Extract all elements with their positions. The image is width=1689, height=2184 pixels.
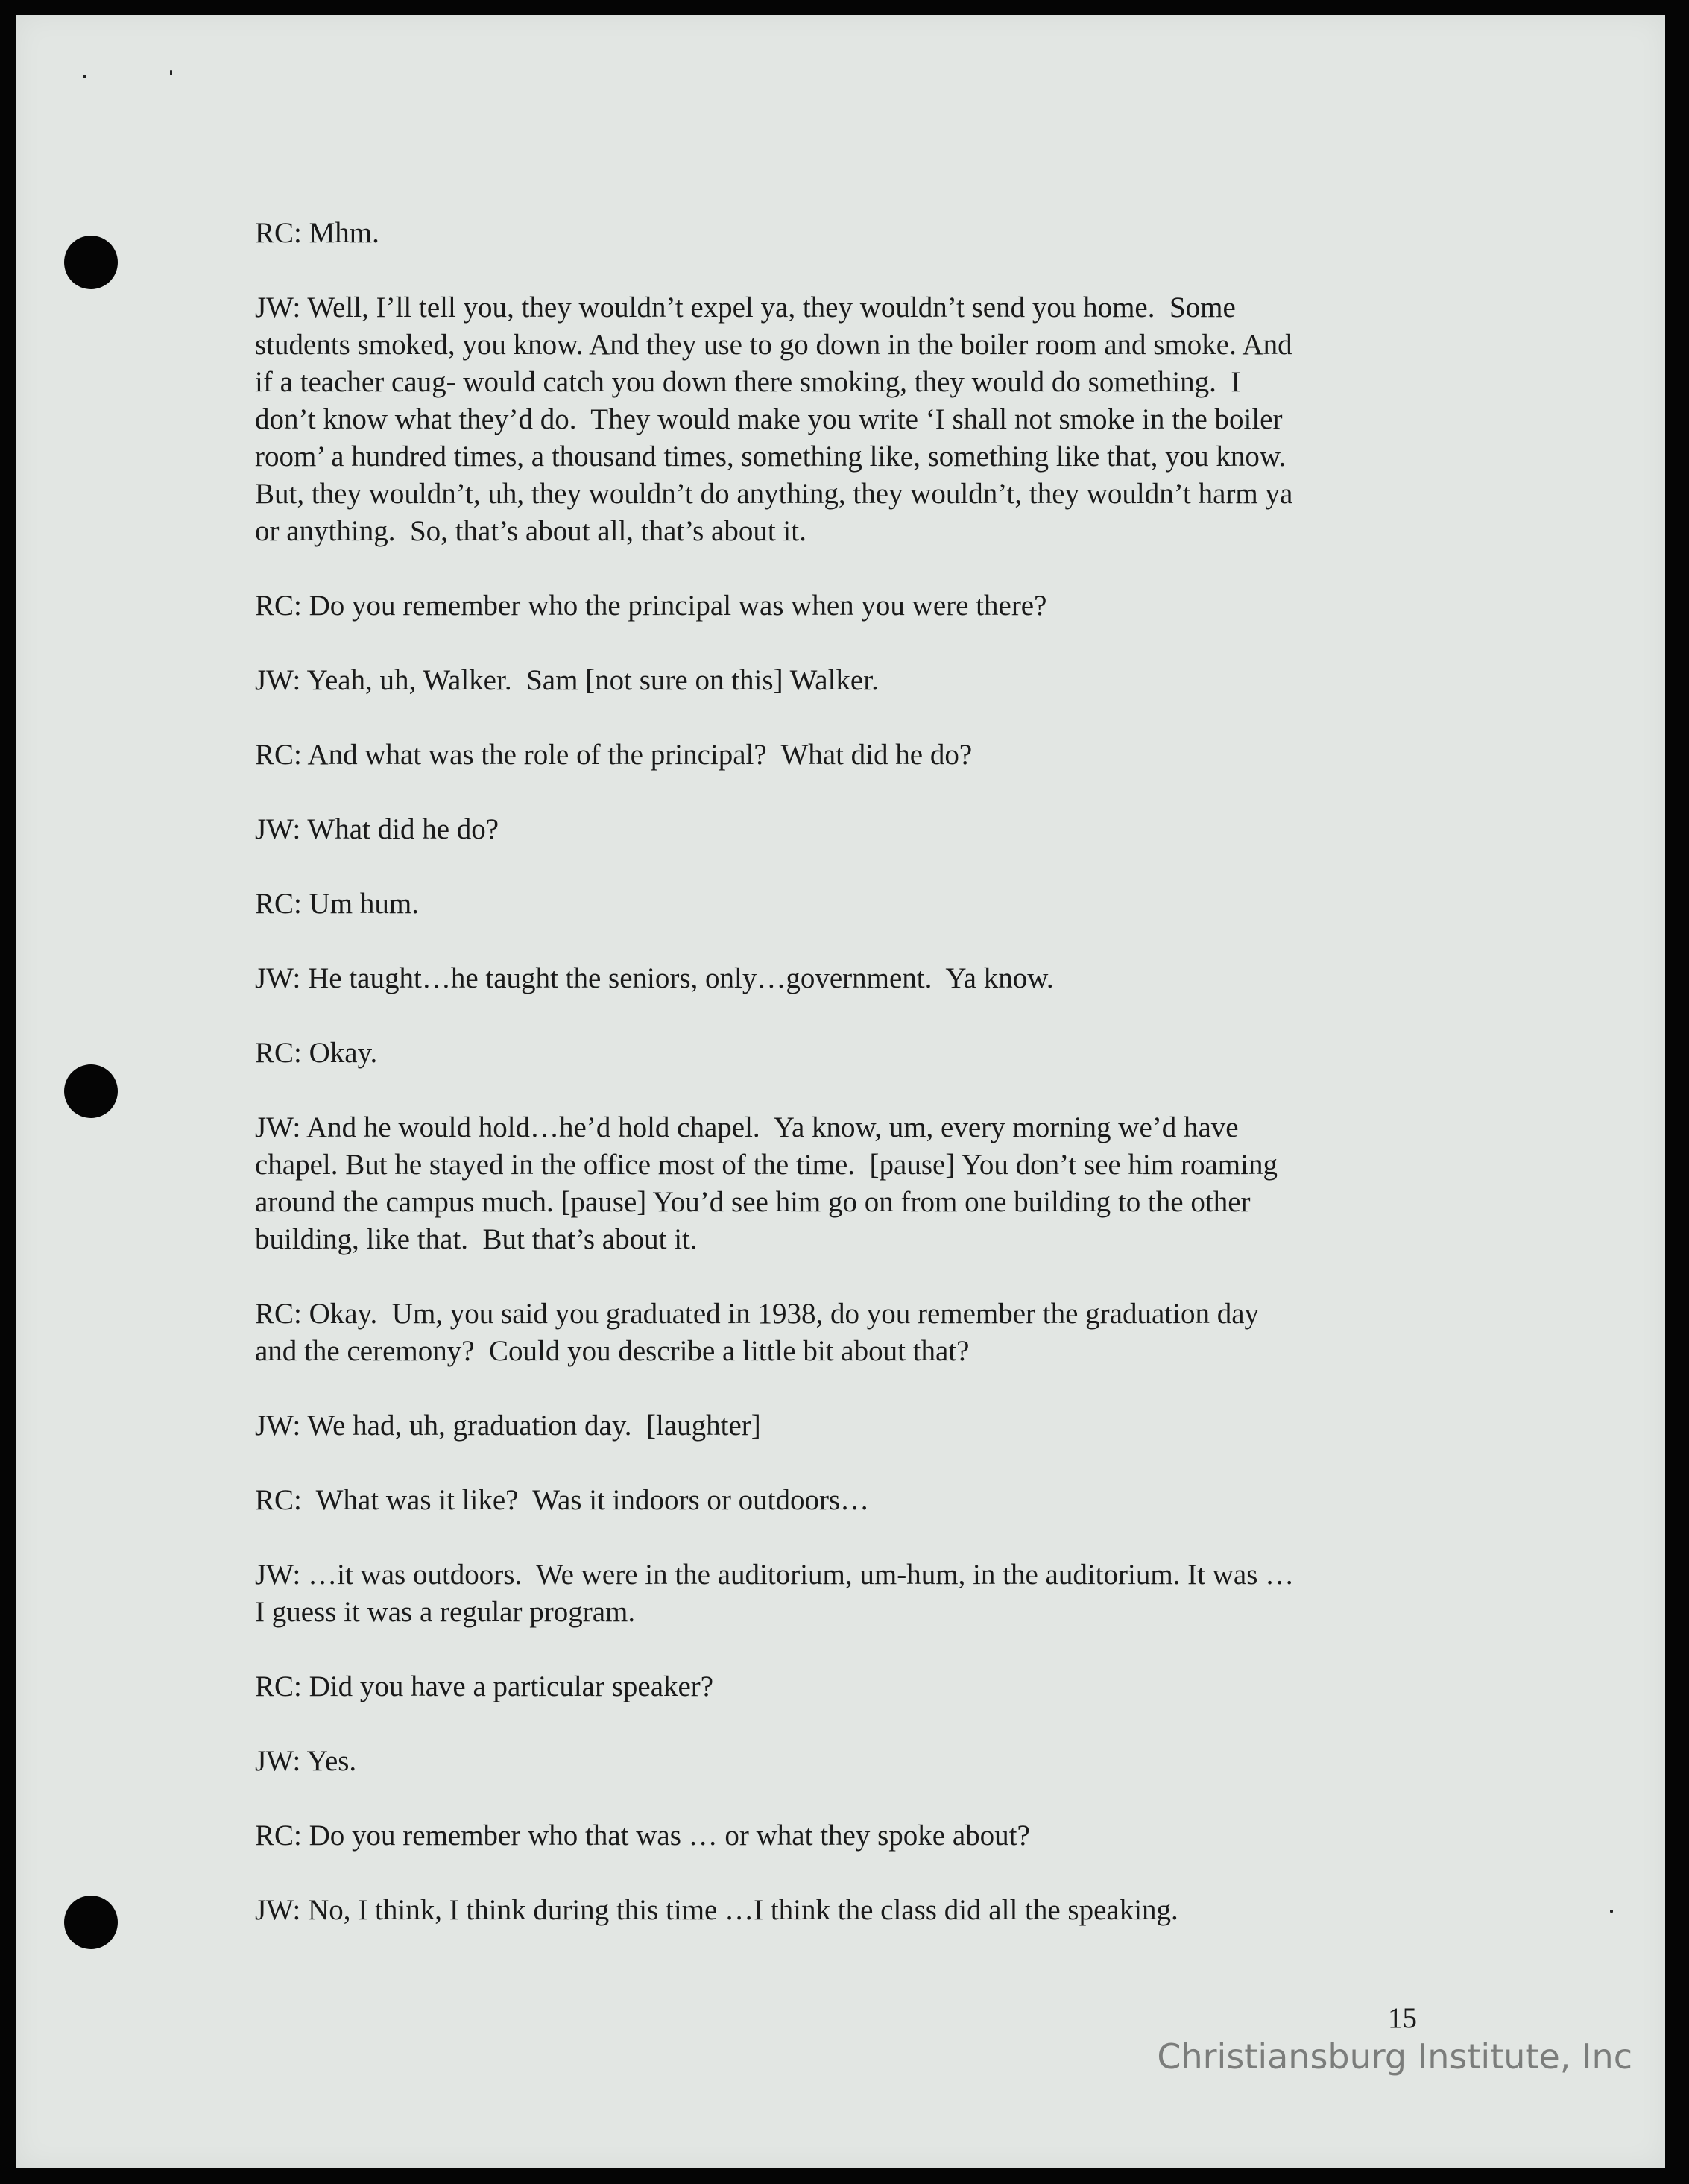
transcript-line: JW: Yeah, uh, Walker. Sam [not sure on this] Walker. (255, 664, 879, 696)
transcript-line: JW: …it was outdoors. We were in the auditorium, um-hum, in the auditorium. It was … (255, 1559, 1295, 1591)
transcript-paragraph (255, 1295, 1448, 1370)
transcript-line: RC: Do you remember who the principal was when you were there? (255, 590, 1047, 622)
transcript-paragraph (255, 1407, 1448, 1445)
transcript-line: But, they wouldn’t, uh, they wouldn’t do anything, they wouldn’t, they wouldn’t harm ya (255, 478, 1293, 510)
transcript-paragraph (255, 1556, 1448, 1631)
transcript-line: JW: We had, uh, graduation day. [laughter] (255, 1410, 761, 1442)
transcript-paragraph (255, 1743, 1448, 1780)
transcript-line: building, like that. But that’s about it. (255, 1223, 698, 1255)
transcript-line: RC: Do you remember who that was … or what they spoke about? (255, 1820, 1030, 1852)
transcript-line: students smoked, you know. And they use to go down in the boiler room and smoke. And (255, 329, 1292, 361)
watermark-text: Christiansburg Institute, Inc (1157, 2036, 1632, 2077)
paper-speck (170, 70, 172, 75)
transcript-line: JW: He taught…he taught the seniors, only…government. Ya know. (255, 962, 1054, 994)
transcript-paragraph (255, 662, 1448, 699)
transcript-line: RC: And what was the role of the principal? What did he do? (255, 739, 973, 771)
transcript-paragraph (255, 1668, 1448, 1705)
transcript-line: RC: Okay. (255, 1037, 378, 1069)
transcript-paragraph (255, 1482, 1448, 1519)
binder-hole-middle (64, 1064, 118, 1118)
transcript-paragraph (255, 289, 1448, 550)
transcript-line: RC: Did you have a particular speaker? (255, 1670, 714, 1702)
transcript-paragraph (255, 215, 1448, 252)
document-page (16, 15, 1665, 2168)
transcript-paragraph (255, 587, 1448, 625)
transcript-line: RC: Okay. Um, you said you graduated in 1938, do you remember the graduation day (255, 1298, 1260, 1330)
transcript-paragraph (255, 1035, 1448, 1072)
transcript-paragraph (255, 736, 1448, 774)
paper-speck (83, 75, 86, 78)
transcript-line: JW: No, I think, I think during this time …I think the class did all the speaking. (255, 1894, 1178, 1926)
transcript-line: and the ceremony? Could you describe a little bit about that? (255, 1335, 970, 1367)
transcript-line: JW: Yes. (255, 1745, 357, 1777)
paper-speck (1610, 1910, 1613, 1913)
transcript-line: JW: And he would hold…he’d hold chapel. Ya know, um, every morning we’d have (255, 1111, 1239, 1143)
transcript-line: or anything. So, that’s about all, that’s about it. (255, 515, 806, 547)
transcript-line: room’ a hundred times, a thousand times, something like, something like that, you know. (255, 441, 1287, 473)
page-number: 15 (1388, 2002, 1417, 2034)
transcript-line: JW: What did he do? (255, 813, 499, 845)
transcript-paragraph (255, 1892, 1448, 1929)
interview-transcript (255, 215, 1448, 1966)
transcript-line: RC: Mhm. (255, 217, 379, 249)
transcript-line: I guess it was a regular program. (255, 1596, 636, 1628)
transcript-paragraph (255, 1817, 1448, 1855)
transcript-line: RC: What was it like? Was it indoors or outdoors… (255, 1484, 870, 1516)
binder-hole-bottom (64, 1896, 118, 1949)
transcript-line: around the campus much. [pause] You’d see him go on from one building to the other (255, 1186, 1251, 1218)
transcript-paragraph (255, 811, 1448, 848)
transcript-line: don’t know what they’d do. They would make you write ‘I shall not smoke in the boiler (255, 403, 1283, 435)
transcript-paragraph (255, 886, 1448, 923)
transcript-line: chapel. But he stayed in the office most of the time. [pause] You don’t see him roaming (255, 1149, 1278, 1181)
binder-hole-top (64, 236, 118, 289)
transcript-paragraph (255, 1109, 1448, 1258)
transcript-paragraph (255, 960, 1448, 997)
transcript-line: RC: Um hum. (255, 888, 419, 920)
transcript-line: JW: Well, I’ll tell you, they wouldn’t expel ya, they wouldn’t send you home. Some (255, 291, 1236, 324)
transcript-line: if a teacher caug- would catch you down there smoking, they would do something. I (255, 366, 1241, 398)
